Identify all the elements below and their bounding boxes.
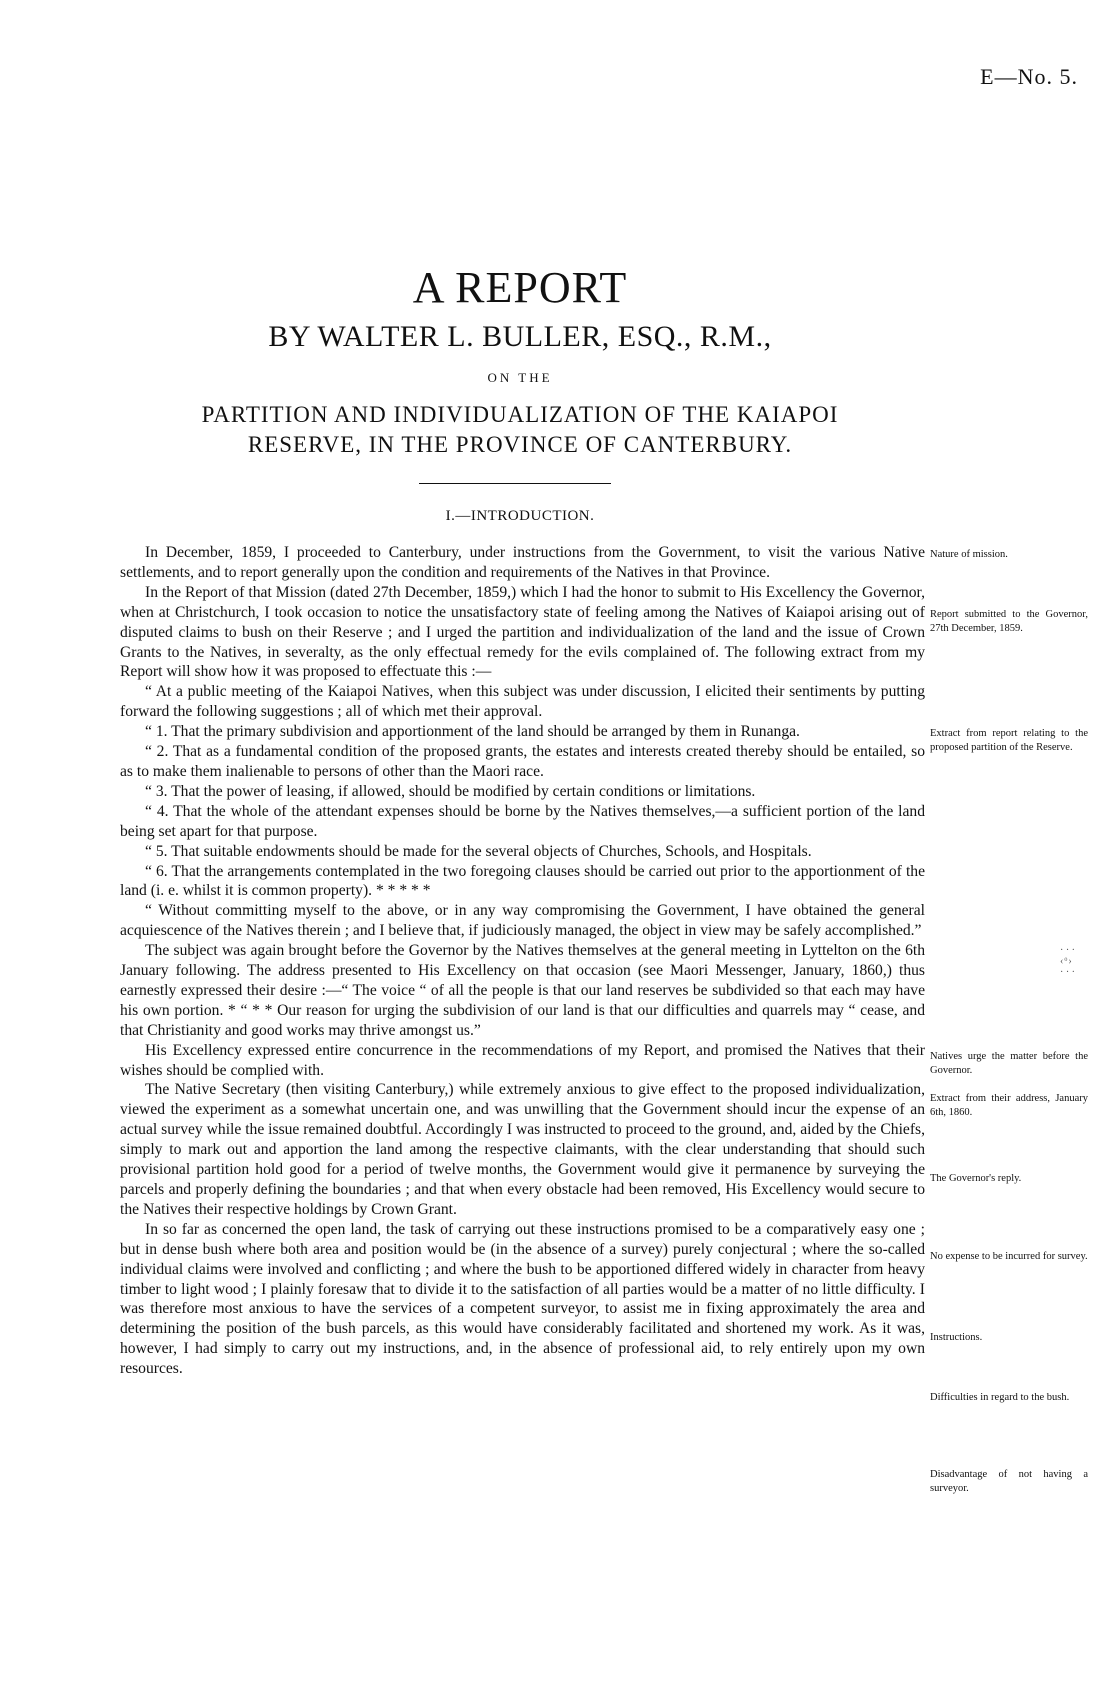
paragraph-bush-difficulties: In so far as concerned the open land, the task of carrying out these instructions promised to be a comparatively easy one ; but in dense bush where both area and position would be (in the absence of a survey) purely conjectural ; where the so-called individual claims were involved and conflicting ; and where the bush to be apportioned differed widely in character from heavy timber to light wood ; I plainly foresaw that to divide it to the satisfaction of all parties would be a matter of no little difficulty. I was therefore most anxious to have the services of a competent surveyor, to assist me in fixing approximately the area and determining the position of the bush parcels, as this would have considerably facilitated and shortened my work. As it was, however, I had simply to carry out my instructions, and, in the absence of professional aid, to rely entirely upon my own resources. (120, 1220, 925, 1378)
margin-note-extract-from-report: Extract from report relating to the proposed partition of the Reserve. (930, 728, 1088, 753)
report-body (120, 543, 925, 1379)
margin-note-bush-difficulties: Difficulties in regard to the bush. (930, 1392, 1070, 1403)
report-on-label: ON THE (487, 370, 553, 385)
report-title: A REPORT (412, 263, 628, 312)
report-author: BY WALTER L. BULLER, ESQ., R.M., (268, 320, 772, 353)
paragraph-governor-reply: His Excellency expressed entire concurrence in the recommendations of my Report, and promised the Natives that their wishes should be complied with. (120, 1041, 925, 1079)
report-subject-line-2: RESERVE, IN THE PROVINCE OF CANTERBURY. (247, 432, 793, 457)
paragraph-public-meeting: “ At a public meeting of the Kaiapoi Natives, when this subject was under discussion, I elicited their sentiments by putting forward the following suggestions ; all of which met their approval. (120, 683, 925, 721)
report-subject-line-1: PARTITION AND INDIVIDUALIZATION OF THE KAIAPOI (201, 402, 839, 427)
margin-note-nature-of-mission: Nature of mission. (930, 549, 1008, 560)
section-heading: I.—INTRODUCTION. (445, 508, 595, 524)
document-reference: E—No. 5. (980, 64, 1078, 89)
paragraph-suggestion-6: “ 6. That the arrangements contemplated in the two foregoing clauses should be carried out prior to the apportionment of the land (i. e. whilst it is common property). * * * * * (120, 862, 925, 900)
margin-note-instructions: Instructions. (930, 1332, 983, 1343)
title-divider (419, 483, 611, 484)
paragraph-lyttelton-meeting: The subject was again brought before the Governor by the Natives themselves at the general meeting in Lyttelton on the 6th January following. The address presented to His Excellency on that occasion (see Maori Messenger, January, 1860,) thus earnestly expressed their desire :—“ The voice “ of all the people is that our land reserves be subdivided so that each may have his own portion. * “ * * Our reason for urging the subdivision of our land is that our difficulties and quarrels may “ cease, and that Christianity and good works may thrive amongst us.” (120, 942, 925, 1039)
paragraph-suggestion-3: “ 3. That the power of leasing, if allowed, should be modified by certain conditions or limitations. (145, 782, 756, 800)
paragraph-suggestion-2: “ 2. That as a fundamental condition of the proposed grants, the estates and interests created thereby should be entailed, so as to make them inalienable to persons of other than the Maori race. (120, 743, 925, 780)
paragraph-native-secretary: The Native Secretary (then visiting Canterbury,) while extremely anxious to give effect to the proposed individualization, viewed the experiment as a somewhat uncertain one, and was unwilling that the Government should incur the expense of an actual survey while the issue remained doubtful. Accordingly I was instructed to proceed to the ground, and, aided by the Chiefs, simply to mark out and apportion the land among the respective claimants, with the clear understanding that should such provisional partition hold good for a period of twelve months, the Government would give it permanence by surveying the parcels and properly defining the boundaries ; and that when every obstacle had been removed, His Excellency would secure to the Natives their respective holdings by Crown Grant. (120, 1081, 925, 1218)
paragraph-acquiescence: “ Without committing myself to the above, or in any way compromising the Government, I have obtained the general acquiescence of the Natives therein ; and I believe that, if judiciously managed, the object in view may be safely accomplished.” (120, 902, 925, 940)
paragraph-report-submitted: In the Report of that Mission (dated 27th December, 1859,) which I had the honor to submit to His Excellency the Governor, when at Christchurch, I took occasion to notice the unsatisfactory state of feeling among the Natives of Kaiapoi arising out of disputed claims to bush on their Reserve ; and I urged the partition and individualization of the land and the issue of Crown Grants to the Natives, in severalty, as the only effectual remedy for the evils complained of. The following extract from my Report will show how it was proposed to effectuate this :— (120, 583, 925, 681)
paragraph-suggestion-5: “ 5. That suitable endowments should be made for the several objects of Churches, Schools, and Hospitals. (145, 842, 812, 860)
margin-note-extract-address: Extract from their address, January 6th, 1860. (930, 1093, 1088, 1118)
paragraph-mission: In December, 1859, I proceeded to Canterbury, under instructions from the Government, to visit the various Native settlements, and to report generally upon the condition and requirements of the Natives in that Province. (120, 544, 925, 581)
paragraph-suggestion-4: “ 4. That the whole of the attendant expenses should be borne by the Natives themselves,—a sufficient portion of the land being set apart for that purpose. (120, 802, 925, 840)
report-subject (0, 400, 1040, 460)
margin-note-no-surveyor: Disadvantage of not having a surveyor. (930, 1469, 1088, 1494)
title-block (0, 262, 1040, 460)
margin-note-report-submitted: Report submitted to the Governor, 27th December, 1859. (930, 609, 1088, 634)
margin-note-natives-urge: Natives urge the matter before the Governor. (930, 1051, 1088, 1076)
margin-note-no-expense: No expense to be incurred for survey. (930, 1251, 1088, 1262)
page-speckle-decoration: · · · ‹ ͦ › · · · (1060, 945, 1075, 978)
paragraph-suggestion-1: “ 1. That the primary subdivision and apportionment of the land should be arranged by them in Runanga. (145, 723, 800, 741)
margin-note-governor-reply: The Governor's reply. (930, 1173, 1022, 1184)
